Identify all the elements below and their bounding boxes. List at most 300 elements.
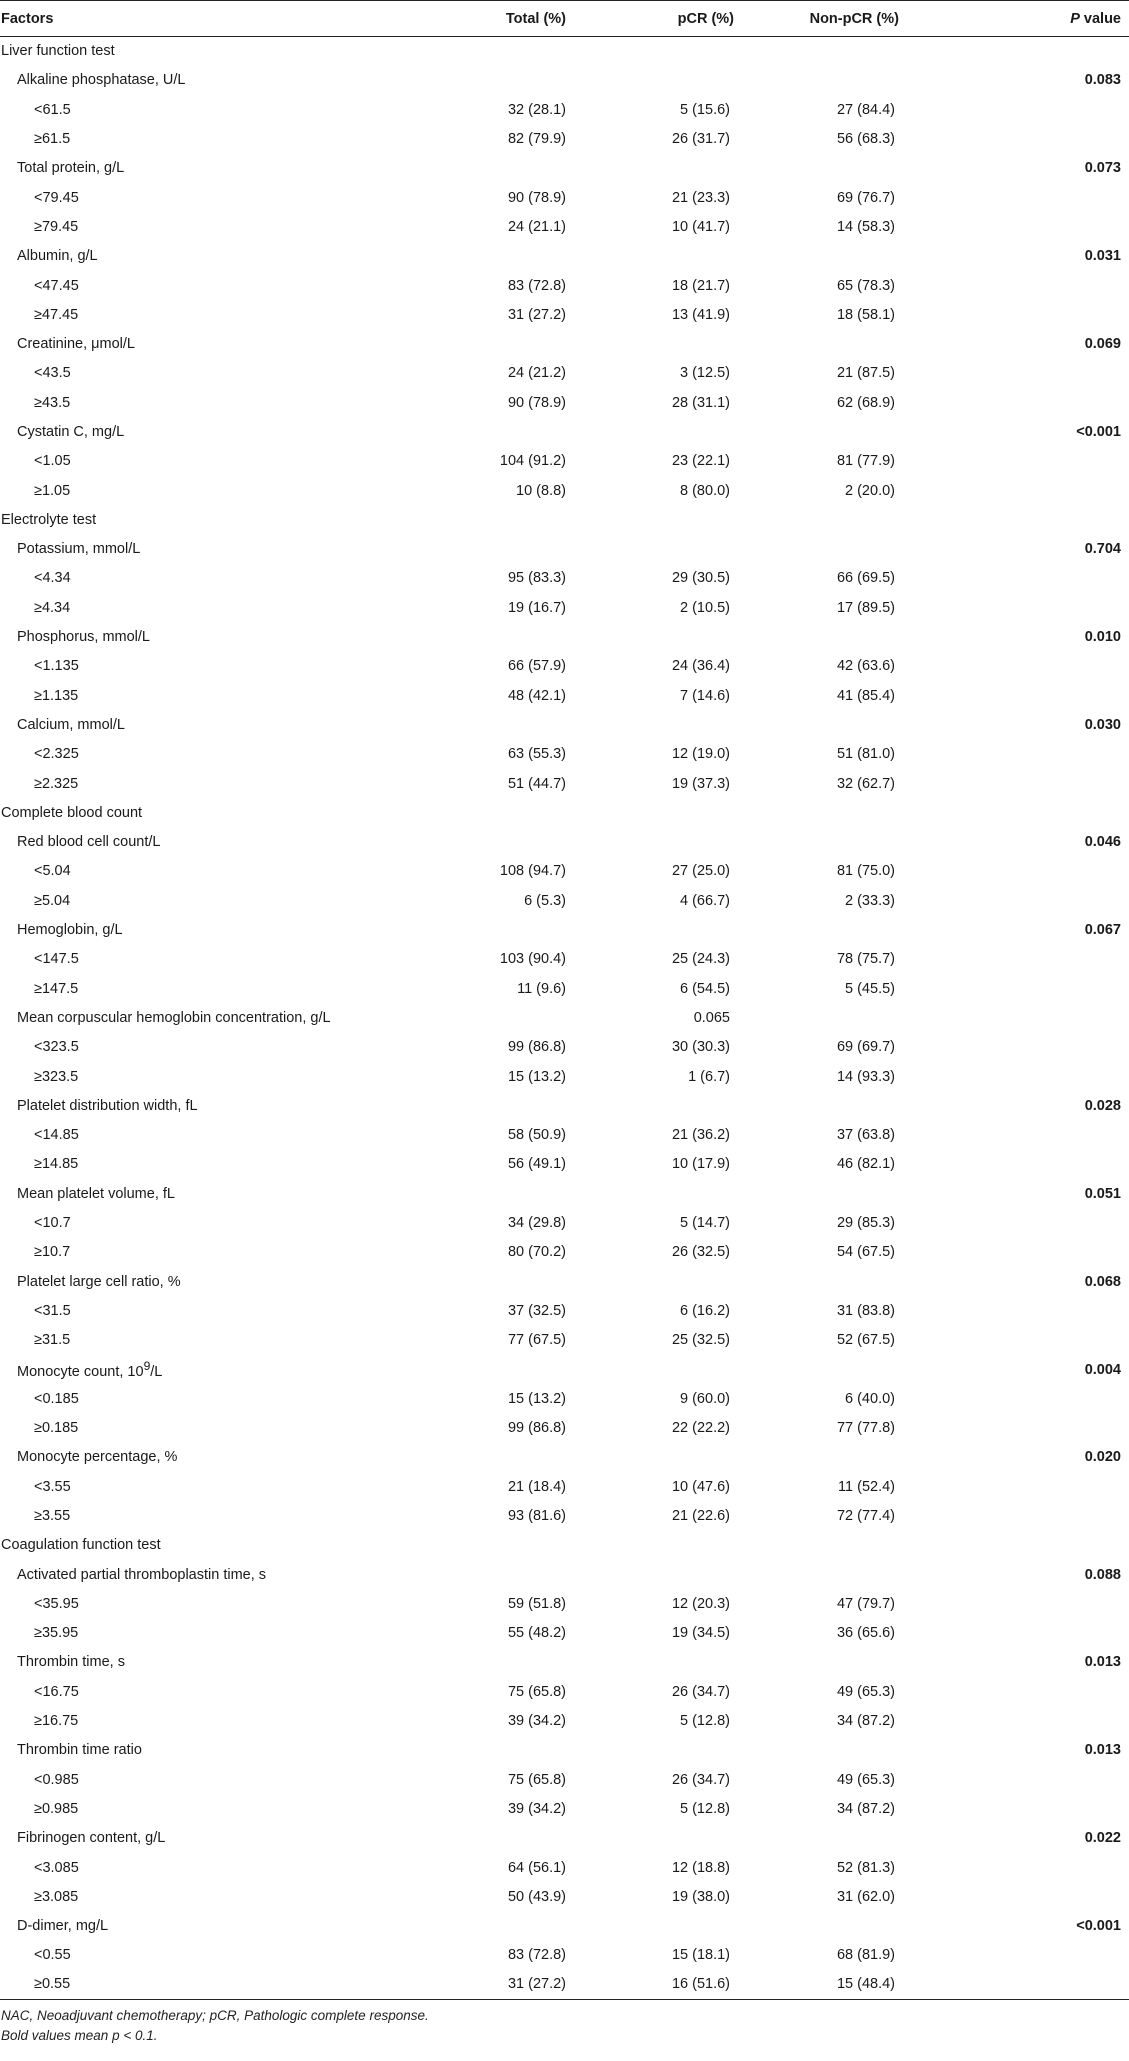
subgroup-row <box>0 1472 1129 1501</box>
p-value-cell <box>1020 1619 1129 1648</box>
pcr-cell: 27 (25.0) <box>671 863 730 880</box>
pcr-cell <box>570 1355 760 1384</box>
factor-label-text: ≥5.04 <box>34 892 71 909</box>
pcr-cell: 26 (32.5) <box>671 1244 730 1261</box>
factor-label-text: Platelet large cell ratio, % <box>17 1273 181 1290</box>
p-value-cell <box>1020 1677 1129 1706</box>
p-value-cell: 0.046 <box>1084 834 1121 851</box>
factor-label <box>0 1736 390 1765</box>
total-cell <box>390 417 570 446</box>
factor-label <box>0 1443 390 1472</box>
non-pcr-cell <box>760 1355 1020 1384</box>
non-pcr-cell: 52 (67.5) <box>836 1332 895 1349</box>
non-pcr-cell <box>760 1443 1020 1472</box>
factor-label-text: ≥1.135 <box>34 687 79 704</box>
total-cell: 95 (83.3) <box>507 570 566 587</box>
p-value-cell <box>1020 1706 1129 1735</box>
total-cell <box>390 37 570 66</box>
total-cell: 11 (9.6) <box>517 980 566 997</box>
p-value-cell <box>1020 1384 1129 1413</box>
pcr-cell: 5 (15.6) <box>680 101 730 118</box>
factor-label <box>0 1853 390 1882</box>
factor-label-text: D-dimer, mg/L <box>17 1918 109 1935</box>
subgroup-row <box>0 1384 1129 1413</box>
pcr-cell <box>570 622 760 651</box>
factor-label <box>0 1472 390 1501</box>
p-value-cell <box>1020 95 1129 124</box>
pcr-cell <box>570 535 760 564</box>
p-value-cell: 0.020 <box>1084 1449 1121 1466</box>
factor-row <box>0 1091 1129 1120</box>
factor-label-text: Platelet distribution width, fL <box>17 1097 198 1114</box>
non-pcr-cell: 46 (82.1) <box>836 1156 895 1173</box>
non-pcr-cell: 49 (65.3) <box>836 1771 895 1788</box>
factor-label-text: <0.985 <box>34 1771 79 1788</box>
total-cell <box>390 1912 570 1941</box>
pcr-cell: 7 (14.6) <box>680 687 730 704</box>
factor-label <box>0 1413 390 1442</box>
subgroup-row <box>0 271 1129 300</box>
factor-label <box>0 212 390 241</box>
factor-label <box>0 154 390 183</box>
factor-row <box>0 242 1129 271</box>
pcr-cell: 1 (6.7) <box>688 1068 730 1085</box>
p-value-cell: 0.067 <box>1084 922 1121 939</box>
factor-label-text: Monocyte count, 10 <box>17 1363 144 1380</box>
factor-label-text: Potassium, mmol/L <box>17 541 141 558</box>
factor-label <box>0 1238 390 1267</box>
subgroup-row <box>0 124 1129 153</box>
total-cell <box>390 915 570 944</box>
total-cell: 50 (43.9) <box>507 1888 566 1905</box>
non-pcr-cell: 14 (58.3) <box>836 218 895 235</box>
p-value-cell <box>1020 974 1129 1003</box>
p-value-cell <box>1020 1501 1129 1530</box>
factor-label <box>0 1882 390 1911</box>
subgroup-row <box>0 95 1129 124</box>
subgroup-row <box>0 1853 1129 1882</box>
factor-label <box>0 1091 390 1120</box>
pcr-cell <box>570 1531 760 1560</box>
factor-label-text: ≥2.325 <box>34 775 79 792</box>
factor-label <box>0 37 390 66</box>
pcr-cell <box>570 1560 760 1589</box>
p-value-cell <box>1020 447 1129 476</box>
factor-label <box>0 1531 390 1560</box>
total-cell: 19 (16.7) <box>507 599 566 616</box>
p-value-cell <box>1020 1589 1129 1618</box>
factor-label-text: ≥14.85 <box>34 1156 79 1173</box>
factor-label-text: <3.085 <box>34 1859 79 1876</box>
factor-label <box>0 183 390 212</box>
non-pcr-cell: 47 (79.7) <box>836 1595 895 1612</box>
p-value-cell <box>1020 1326 1129 1355</box>
non-pcr-cell: 37 (63.8) <box>836 1127 895 1144</box>
total-cell: 6 (5.3) <box>524 892 566 909</box>
factor-label-text: ≥61.5 <box>34 131 71 148</box>
p-value-cell: 0.083 <box>1084 72 1121 89</box>
pcr-cell: 19 (34.5) <box>671 1625 730 1642</box>
pcr-cell: 21 (23.3) <box>671 189 730 206</box>
non-pcr-cell: 2 (20.0) <box>845 482 895 499</box>
total-cell <box>390 1648 570 1677</box>
non-pcr-cell: 78 (75.7) <box>836 951 895 968</box>
factor-label <box>0 359 390 388</box>
factor-row <box>0 1443 1129 1472</box>
factor-label-text: Hemoglobin, g/L <box>17 922 123 939</box>
factor-label <box>0 1619 390 1648</box>
factor-label <box>0 242 390 271</box>
total-cell: 108 (94.7) <box>499 863 566 880</box>
subgroup-row <box>0 1296 1129 1325</box>
non-pcr-cell: 34 (87.2) <box>836 1713 895 1730</box>
factor-label-text: ≥323.5 <box>34 1068 79 1085</box>
pcr-cell: 24 (36.4) <box>671 658 730 675</box>
non-pcr-cell: 34 (87.2) <box>836 1800 895 1817</box>
subgroup-row <box>0 564 1129 593</box>
subgroup-row <box>0 1120 1129 1149</box>
total-cell: 83 (72.8) <box>507 1947 566 1964</box>
factor-label <box>0 124 390 153</box>
total-cell: 83 (72.8) <box>507 277 566 294</box>
factor-row <box>0 828 1129 857</box>
non-pcr-cell <box>760 915 1020 944</box>
factor-label-text: <0.55 <box>34 1947 71 1964</box>
pcr-cell: 13 (41.9) <box>671 306 730 323</box>
non-pcr-cell: 81 (75.0) <box>836 863 895 880</box>
factor-label-text: ≥79.45 <box>34 218 79 235</box>
factor-label <box>0 1150 390 1179</box>
p-value-cell: 0.013 <box>1084 1654 1121 1671</box>
total-cell: 24 (21.2) <box>507 365 566 382</box>
p-value-cell <box>1020 1413 1129 1442</box>
factor-label-text: Phosphorus, mmol/L <box>17 629 150 646</box>
non-pcr-cell <box>760 710 1020 739</box>
factor-label <box>0 535 390 564</box>
table-header <box>0 1 1129 37</box>
pcr-cell <box>570 242 760 271</box>
factor-label-text: ≥0.185 <box>34 1420 79 1437</box>
factor-label-text: <323.5 <box>34 1039 79 1056</box>
non-pcr-cell <box>760 37 1020 66</box>
subgroup-row <box>0 388 1129 417</box>
total-cell: 10 (8.8) <box>516 482 566 499</box>
pcr-cell: 28 (31.1) <box>671 394 730 411</box>
footnote-abbreviations: NAC, Neoadjuvant chemotherapy; pCR, Pathologic complete response. <box>1 2007 429 2023</box>
factor-label <box>0 828 390 857</box>
factor-label <box>0 945 390 974</box>
factor-row <box>0 915 1129 944</box>
pcr-cell: 30 (30.3) <box>671 1039 730 1056</box>
total-cell: 34 (29.8) <box>507 1215 566 1232</box>
pcr-cell <box>570 1912 760 1941</box>
factor-label <box>0 505 390 534</box>
p-value-cell <box>1020 212 1129 241</box>
non-pcr-cell: 68 (81.9) <box>836 1947 895 1964</box>
pcr-cell: 26 (34.7) <box>671 1771 730 1788</box>
total-cell: 51 (44.7) <box>507 775 566 792</box>
factor-label-text: <47.45 <box>34 277 79 294</box>
factor-label-text: Thrombin time ratio <box>17 1742 142 1759</box>
non-pcr-cell <box>760 417 1020 446</box>
total-cell: 75 (65.8) <box>507 1771 566 1788</box>
total-cell: 82 (79.9) <box>507 131 566 148</box>
category-row <box>0 37 1129 66</box>
factor-label <box>0 1912 390 1941</box>
non-pcr-cell: 66 (69.5) <box>836 570 895 587</box>
total-cell: 55 (48.2) <box>507 1625 566 1642</box>
subgroup-row <box>0 1150 1129 1179</box>
p-value-cell <box>1020 1941 1129 1970</box>
factor-label-text: ≥10.7 <box>34 1244 71 1261</box>
non-pcr-cell: 2 (33.3) <box>845 892 895 909</box>
total-cell: 63 (55.3) <box>507 746 566 763</box>
factor-row <box>0 1267 1129 1296</box>
factor-label <box>0 1033 390 1062</box>
non-pcr-cell <box>760 242 1020 271</box>
factor-label-text: Red blood cell count/L <box>17 834 161 851</box>
total-cell: 37 (32.5) <box>507 1302 566 1319</box>
total-cell: 93 (81.6) <box>507 1507 566 1524</box>
non-pcr-cell <box>760 505 1020 534</box>
p-value-cell <box>1020 652 1129 681</box>
non-pcr-cell <box>760 798 1020 827</box>
total-cell <box>390 1736 570 1765</box>
factor-label-text: Electrolyte test <box>1 511 97 528</box>
factor-row <box>0 66 1129 95</box>
p-value-cell: <0.001 <box>1076 1918 1121 1935</box>
category-row <box>0 1531 1129 1560</box>
non-pcr-cell <box>760 1091 1020 1120</box>
p-value-cell <box>1020 593 1129 622</box>
subgroup-row <box>0 857 1129 886</box>
p-value-cell: <0.001 <box>1076 424 1121 440</box>
factor-row <box>0 1560 1129 1589</box>
factor-label <box>0 1677 390 1706</box>
factor-label-text: ≥31.5 <box>34 1332 71 1349</box>
pcr-cell <box>570 1091 760 1120</box>
subgroup-row <box>0 447 1129 476</box>
pcr-cell: 12 (20.3) <box>671 1595 730 1612</box>
pcr-cell <box>570 798 760 827</box>
factor-row <box>0 710 1129 739</box>
factor-label <box>0 1355 390 1384</box>
total-cell: 39 (34.2) <box>507 1800 566 1817</box>
factor-label <box>0 1589 390 1618</box>
p-value-cell <box>1020 1003 1129 1032</box>
non-pcr-cell <box>760 154 1020 183</box>
pcr-cell: 22 (22.2) <box>671 1420 730 1437</box>
total-cell <box>390 1091 570 1120</box>
total-cell: 21 (18.4) <box>507 1478 566 1495</box>
p-value-cell <box>1020 1765 1129 1794</box>
header-row <box>0 1 1129 37</box>
total-cell <box>390 1531 570 1560</box>
pcr-cell <box>570 1824 760 1853</box>
total-cell <box>390 1443 570 1472</box>
pcr-cell <box>570 37 760 66</box>
total-cell: 24 (21.1) <box>507 218 566 235</box>
pcr-cell: 29 (30.5) <box>671 570 730 587</box>
header-p-italic: P <box>1070 10 1080 27</box>
p-value-cell <box>1020 1150 1129 1179</box>
subgroup-row <box>0 1501 1129 1530</box>
factor-label-text: ≥3.085 <box>34 1888 79 1905</box>
subgroup-row <box>0 476 1129 505</box>
factor-row <box>0 1003 1129 1032</box>
factor-label-text: <43.5 <box>34 365 71 382</box>
subgroup-row <box>0 593 1129 622</box>
non-pcr-cell: 15 (48.4) <box>760 1970 1020 1999</box>
header-total: Total (%) <box>390 1 570 37</box>
factor-label-text: <35.95 <box>34 1595 79 1612</box>
category-row <box>0 798 1129 827</box>
p-value-cell <box>1020 564 1129 593</box>
pcr-cell: 12 (19.0) <box>671 746 730 763</box>
total-cell: 31 (27.2) <box>390 1970 570 1999</box>
factor-row <box>0 622 1129 651</box>
non-pcr-cell <box>760 828 1020 857</box>
pcr-cell: 25 (24.3) <box>671 951 730 968</box>
p-value-cell <box>1020 37 1129 66</box>
non-pcr-cell: 36 (65.6) <box>836 1625 895 1642</box>
factor-label <box>0 66 390 95</box>
factor-label <box>0 300 390 329</box>
factor-label-text: ≥1.05 <box>34 482 71 499</box>
header-p-value <box>1020 1 1129 37</box>
non-pcr-cell <box>760 1912 1020 1941</box>
factor-label <box>0 1648 390 1677</box>
p-value-cell <box>1020 740 1129 769</box>
total-cell: 90 (78.9) <box>507 394 566 411</box>
p-value-cell <box>1020 359 1129 388</box>
pcr-cell <box>570 915 760 944</box>
pcr-cell: 19 (37.3) <box>671 775 730 792</box>
p-value-cell <box>1020 476 1129 505</box>
subgroup-row <box>0 886 1129 915</box>
total-cell <box>390 1267 570 1296</box>
total-cell: 64 (56.1) <box>507 1859 566 1876</box>
subgroup-row <box>0 1413 1129 1442</box>
total-cell: 103 (90.4) <box>499 951 566 968</box>
factor-row <box>0 1179 1129 1208</box>
non-pcr-cell: 77 (77.8) <box>836 1420 895 1437</box>
factor-label-text: Calcium, mmol/L <box>17 716 125 733</box>
p-value-cell <box>1020 1531 1129 1560</box>
total-cell: 56 (49.1) <box>507 1156 566 1173</box>
pcr-cell <box>570 417 760 446</box>
subgroup-row <box>0 652 1129 681</box>
factor-label <box>0 1179 390 1208</box>
p-value-cell: 0.010 <box>1084 629 1121 646</box>
subgroup-row <box>0 1033 1129 1062</box>
pcr-cell: 15 (18.1) <box>671 1947 730 1964</box>
subgroup-row <box>0 740 1129 769</box>
pcr-cell: 10 (47.6) <box>671 1478 730 1495</box>
p-value-cell <box>1020 505 1129 534</box>
pcr-cell <box>570 710 760 739</box>
p-value-cell <box>1020 857 1129 886</box>
pcr-cell <box>570 505 760 534</box>
p-value-cell: 0.028 <box>1084 1097 1121 1114</box>
subgroup-row <box>0 212 1129 241</box>
factor-label <box>0 417 390 446</box>
factor-label-superscript: 9 <box>143 1359 151 1374</box>
factor-label <box>0 329 390 358</box>
non-pcr-cell: 11 (52.4) <box>838 1478 895 1495</box>
p-value-cell <box>1020 798 1129 827</box>
subgroup-row <box>0 1794 1129 1823</box>
subgroup-row <box>0 183 1129 212</box>
p-value-cell <box>1020 183 1129 212</box>
p-value-cell <box>1020 681 1129 710</box>
total-cell: 31 (27.2) <box>507 306 566 323</box>
total-cell <box>390 505 570 534</box>
factor-label <box>0 681 390 710</box>
factor-label <box>0 857 390 886</box>
pcr-cell: 6 (16.2) <box>680 1302 730 1319</box>
pcr-cell: 16 (51.6) <box>570 1970 760 1999</box>
p-value-cell <box>1020 1794 1129 1823</box>
factor-row <box>0 1824 1129 1853</box>
pcr-cell <box>570 1443 760 1472</box>
pcr-cell: 26 (34.7) <box>671 1683 730 1700</box>
p-value-cell: 0.704 <box>1084 541 1121 558</box>
factor-label <box>0 622 390 651</box>
subgroup-row <box>0 769 1129 798</box>
non-pcr-cell: 42 (63.6) <box>836 658 895 675</box>
factor-label-text: ≥0.985 <box>34 1800 79 1817</box>
factor-label <box>0 1706 390 1735</box>
factor-label <box>0 1794 390 1823</box>
total-cell <box>390 1560 570 1589</box>
non-pcr-cell <box>760 1003 1020 1032</box>
p-value-cell <box>1020 1296 1129 1325</box>
factor-label-text: Mean platelet volume, fL <box>17 1185 175 1202</box>
non-pcr-cell: 69 (76.7) <box>836 189 895 206</box>
pcr-cell: 21 (22.6) <box>671 1507 730 1524</box>
factor-label-text: Total protein, g/L <box>17 160 125 177</box>
factor-label-text: <1.05 <box>34 453 71 470</box>
header-factors: Factors <box>0 1 390 37</box>
header-non-pcr: Non-pCR (%) <box>760 1 1020 37</box>
p-value-cell: 0.004 <box>1084 1361 1121 1378</box>
factor-label <box>0 1120 390 1149</box>
p-value-cell <box>1020 124 1129 153</box>
factor-label-text: ≥47.45 <box>34 306 79 323</box>
subgroup-row <box>0 974 1129 1003</box>
non-pcr-cell: 31 (83.8) <box>836 1302 895 1319</box>
p-value-cell: 0.068 <box>1084 1273 1121 1290</box>
factor-label <box>0 1941 390 1970</box>
p-value-cell <box>1020 1062 1129 1091</box>
p-value-cell: 0.069 <box>1084 336 1121 353</box>
factor-label <box>0 769 390 798</box>
total-cell <box>390 828 570 857</box>
factor-label-text: <0.185 <box>34 1390 79 1407</box>
factor-label <box>0 1267 390 1296</box>
p-value-cell <box>1020 1853 1129 1882</box>
p-value-cell <box>1020 1238 1129 1267</box>
pcr-cell: 10 (17.9) <box>671 1156 730 1173</box>
non-pcr-cell: 5 (45.5) <box>845 980 895 997</box>
non-pcr-cell: 52 (81.3) <box>836 1859 895 1876</box>
pcr-cell: 3 (12.5) <box>680 365 730 382</box>
pcr-cell <box>570 1179 760 1208</box>
subgroup-row <box>0 1208 1129 1237</box>
table-body <box>0 37 1129 2000</box>
factor-label <box>0 974 390 1003</box>
